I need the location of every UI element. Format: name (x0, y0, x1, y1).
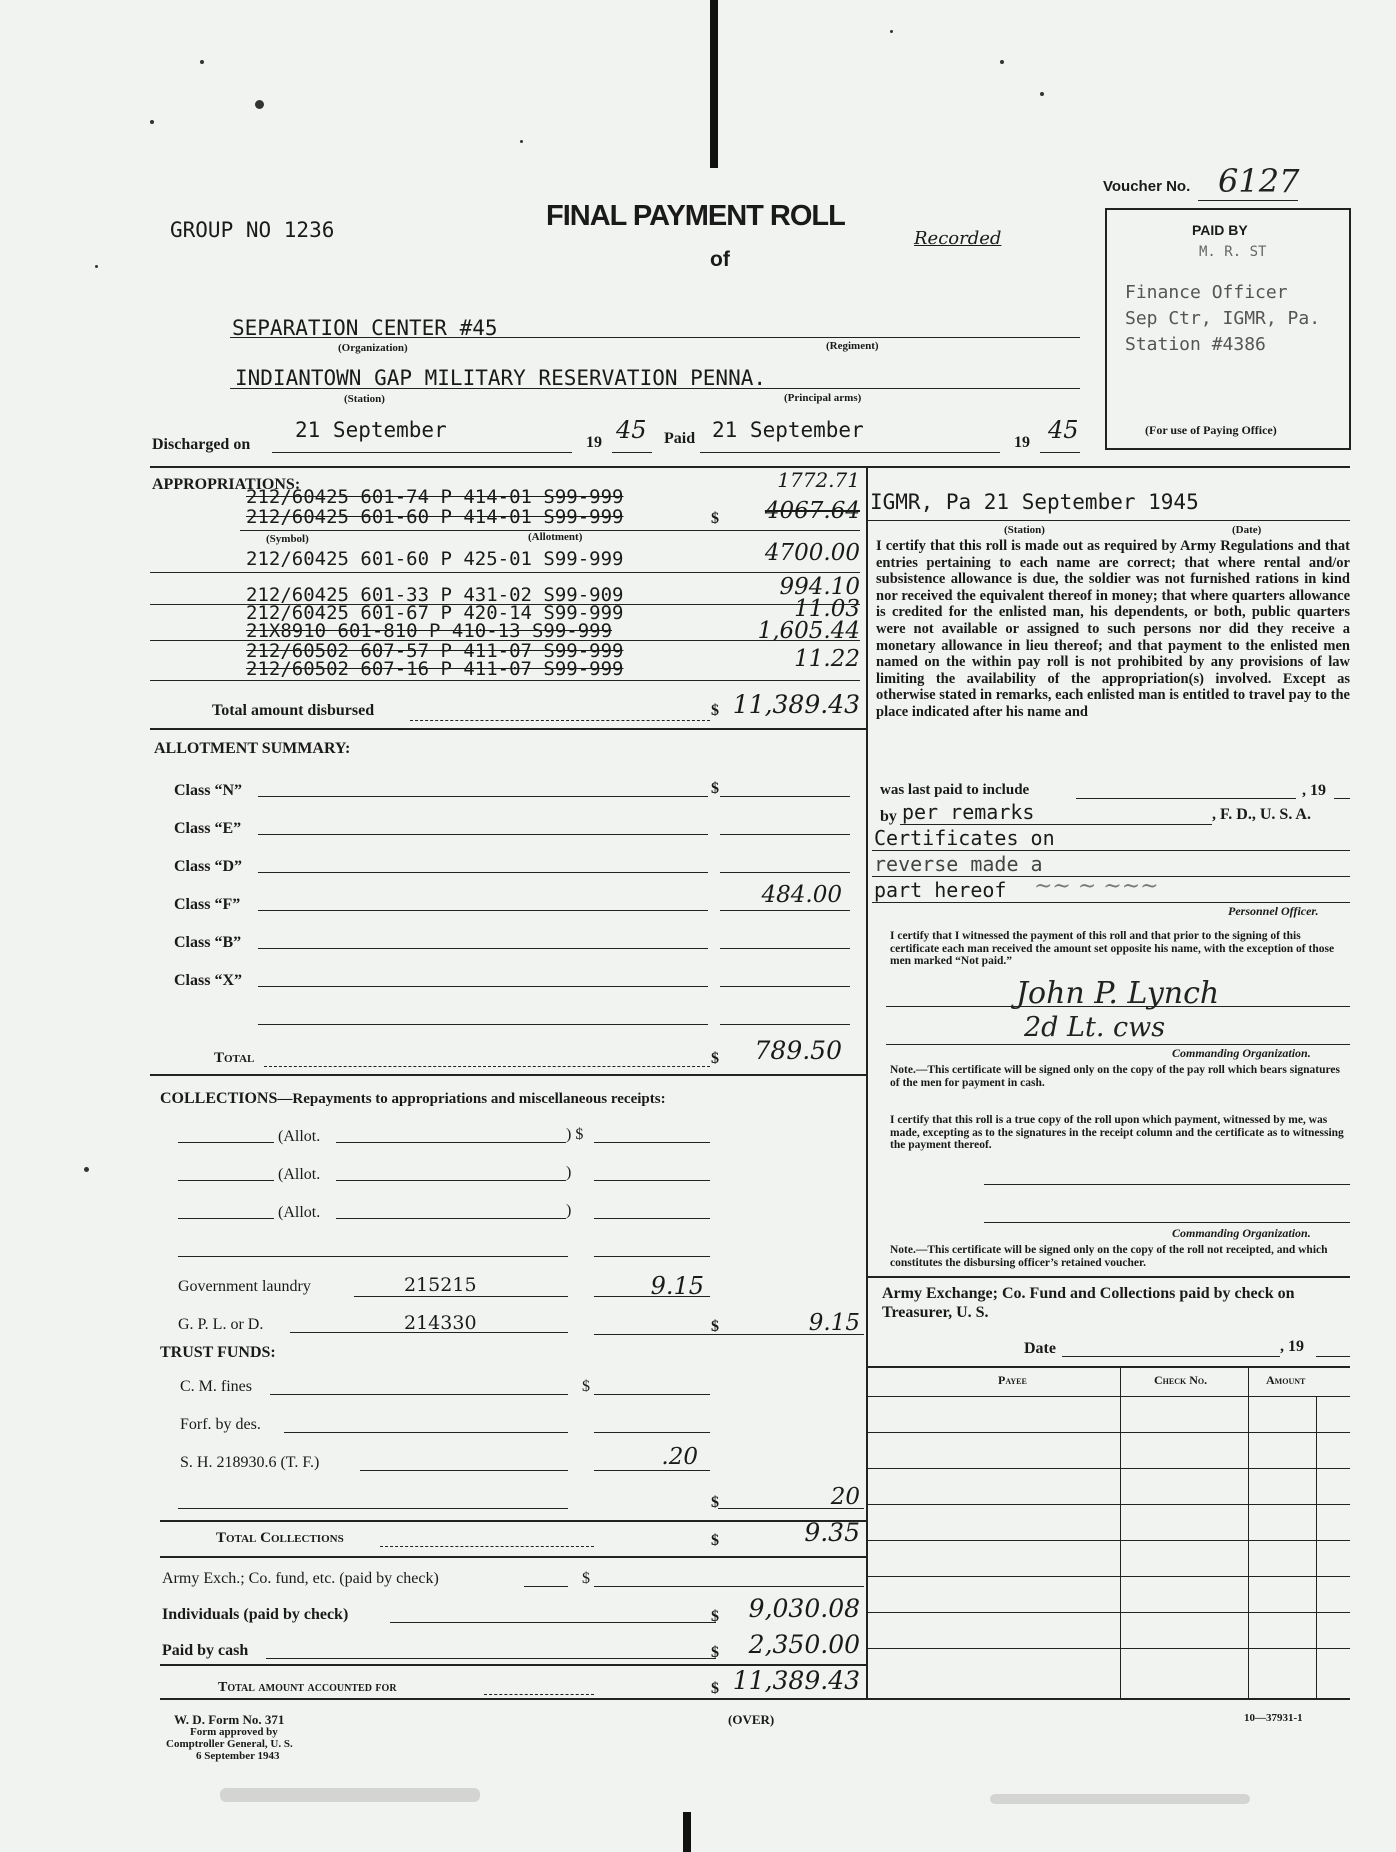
paid-by-line4: Station #4386 (1125, 334, 1266, 355)
remark-line-1: Certificates on (874, 826, 1055, 850)
regiment-caption: (Regiment) (826, 340, 879, 352)
gpl-code: 214330 (404, 1312, 477, 1334)
scan-smudge (220, 1788, 480, 1802)
paying-office-caption: (For use of Paying Office) (1145, 423, 1277, 437)
class-e-label: Class “E” (174, 820, 242, 837)
paid-by-line1: M. R. ST (1199, 244, 1267, 260)
station-value: INDIANTOWN GAP MILITARY RESERVATION PENNA. (235, 366, 767, 390)
over-label: (OVER) (728, 1712, 775, 1727)
gpl-amount: 9.15 (808, 1310, 860, 1336)
allotment-summary-heading: ALLOTMENT SUMMARY: (154, 740, 351, 757)
paid-label: Paid (664, 430, 696, 447)
discharged-year-prefix: 19 (586, 434, 602, 451)
total-disbursed-amount: 11,389.43 (732, 690, 860, 719)
commanding-caption-1: Commanding Organization. (1172, 1046, 1311, 1060)
note-cash: Note.—This certificate will be signed only on the copy of the pay roll which bears signatures of the men for payment in cash. (890, 1064, 1340, 1089)
appropriation-code-8: 212/60502 607-16 P 411-07 S99-999 (246, 658, 624, 680)
appropriation-amount-4: 994.10 (779, 574, 860, 600)
allotment-caption: (Allotment) (528, 531, 583, 543)
exchange-date-label: Date (1024, 1340, 1056, 1357)
paid-by-cash-label: Paid by cash (162, 1642, 249, 1659)
form-approved-line1: Form approved by (190, 1726, 278, 1738)
paid-year-prefix: 19 (1014, 434, 1030, 451)
note-retained: Note.—This certificate will be signed only on the copy of the roll not receipted, and which constitutes the disbursing officer’s retained voucher. (890, 1244, 1328, 1269)
appropriation-amount-6: 1,605.44 (757, 618, 860, 644)
individuals-amount: 9,030.08 (748, 1594, 860, 1623)
trust-funds-heading: TRUST FUNDS: (160, 1344, 276, 1361)
column-divider (866, 466, 868, 1698)
trust-subtotal: 20 (830, 1484, 860, 1510)
allotment-total-label: Total (214, 1050, 255, 1066)
discharged-year: 45 (616, 416, 647, 444)
appropriation-code-5: 212/60425 601-67 P 420-14 S99-999 (246, 602, 624, 624)
by-label: by (880, 808, 897, 825)
fd-usa-label: , F. D., U. S. A. (1212, 806, 1311, 823)
appropriation-amount-5: 11.03 (794, 596, 860, 622)
class-f-label: Class “F” (174, 896, 241, 913)
government-laundry-code: 215215 (404, 1274, 477, 1296)
exchange-year-prefix: , 19 (1280, 1338, 1304, 1355)
appropriation-code-4: 212/60425 601-33 P 431-02 S99-909 (246, 584, 624, 606)
appropriation-code-3: 212/60425 601-60 P 425-01 S99-999 (246, 548, 624, 570)
column-payee: Payee (998, 1373, 1027, 1387)
binding-mark-top (710, 0, 718, 168)
appropriation-amount-2: 4067.64 (764, 498, 860, 524)
individuals-label: Individuals (paid by check) (162, 1606, 349, 1623)
symbol-caption: (Symbol) (266, 533, 309, 545)
form-approved-line3: 6 September 1943 (196, 1750, 280, 1762)
cm-fines-label: C. M. fines (180, 1378, 252, 1395)
witness-signature: John P. Lynch (1016, 976, 1220, 1011)
witness-certificate: I certify that I witnessed the payment of this roll and that prior to the signing of this certificate each man received the amount set opposite his name, with the exception of those men marked “Not paid.” (890, 930, 1335, 967)
appropriation-code-2: 212/60425 601-60 P 414-01 S99-999 (246, 506, 624, 528)
allotment-total-amount: 789.50 (754, 1036, 842, 1065)
certificate-date-caption: (Date) (1232, 524, 1262, 536)
form-title: FINAL PAYMENT ROLL (546, 200, 845, 232)
appropriation-amount-1: 1772.71 (777, 468, 860, 492)
scan-smudge (990, 1794, 1250, 1804)
total-accounted-amount: 11,389.43 (732, 1666, 860, 1695)
paid-by-line2: Finance Officer (1125, 282, 1288, 303)
paid-by-stamp (1105, 208, 1351, 450)
appropriation-amount-3: 4700.00 (764, 540, 860, 566)
appropriation-code-7: 212/60502 607-57 P 411-07 S99-999 (246, 640, 624, 662)
organization-value: SEPARATION CENTER #45 (232, 316, 498, 340)
allot-label-3: (Allot. (278, 1204, 321, 1221)
group-number: GROUP NO 1236 (170, 218, 335, 242)
binding-mark-bottom (683, 1812, 691, 1852)
commanding-caption-2: Commanding Organization. (1172, 1226, 1311, 1240)
last-paid-label: was last paid to include (880, 782, 1030, 798)
voucher-number: 6127 (1218, 162, 1300, 200)
appropriation-code-6: 21X8910 601-810 P 410-13 S99-999 (246, 620, 613, 642)
sh-tf-label: S. H. 218930.6 (T. F.) (180, 1454, 320, 1471)
form-number: W. D. Form No. 371 (174, 1712, 285, 1727)
discharged-label: Discharged on (152, 436, 251, 453)
paid-year: 45 (1048, 416, 1079, 444)
personnel-officer-caption: Personnel Officer. (1228, 904, 1319, 918)
total-accounted-label: Total amount accounted for (218, 1680, 397, 1695)
total-disbursed-label: Total amount disbursed (212, 702, 375, 719)
appropriations-heading: APPROPRIATIONS: (152, 476, 301, 493)
recorded-stamp: Recorded (914, 228, 1002, 249)
principal-arms-caption: (Principal arms) (784, 392, 862, 404)
organization-caption: (Organization) (338, 342, 408, 354)
government-laundry-label: Government laundry (178, 1278, 311, 1295)
paid-date: 21 September (712, 418, 864, 442)
remark-line-2: reverse made a (874, 852, 1043, 876)
army-exch-label: Army Exch.; Co. fund, etc. (paid by check) (162, 1570, 439, 1587)
collections-heading: COLLECTIONS—Repayments to appropriations and miscellaneous receipts: (160, 1090, 666, 1107)
certificate-text: I certify that this roll is made out as required by Army Regulations and that entries pertaining to each name are correct; that where rental and/or subsistence allowance is due, the soldier was not furnished rations in kind nor received the equivalent thereof in money; that where quarters allowance is credited for the enlisted man, his dependents, or both, public quarters were not available or assigned to such persons nor did they receive a monetary allowance in lieu thereof; and that payment to the enlisted men named on the within pay roll is not prohibited by any provisions of law limiting the availability of the appropriation(s) involved. Except as otherwise stated in remarks, each enlisted man is entitled to travel pay to the place indicated after his name and (876, 538, 1350, 720)
paid-by-cash-amount: 2,350.00 (748, 1630, 860, 1659)
total-collections-amount: 9.35 (804, 1518, 860, 1547)
form-title-of: of (710, 248, 730, 271)
class-x-label: Class “X” (174, 972, 243, 989)
sh-tf-amount: .20 (661, 1444, 698, 1470)
voucher-label: Voucher No. (1103, 178, 1191, 195)
form-approved-line2: Comptroller General, U. S. (166, 1738, 293, 1750)
certificate-station-caption: (Station) (1004, 524, 1045, 536)
true-copy-certificate: I certify that this roll is a true copy of the roll upon which payment, witnessed by me, was made, excepting as to the signatures in the receipt column and the certificate as to witnessing the payment thereof. (890, 1114, 1344, 1151)
total-collections-label: Total Collections (216, 1530, 344, 1546)
army-exchange-text: Army Exchange; Co. Fund and Collections paid by check on Treasurer, U. S. (882, 1285, 1295, 1321)
witness-rank: 2d Lt. cws (1024, 1012, 1166, 1043)
column-amount: Amount (1266, 1373, 1306, 1387)
class-n-label: Class “N” (174, 782, 243, 799)
allot-label-2: (Allot. (278, 1166, 321, 1183)
forf-by-des-label: Forf. by des. (180, 1416, 261, 1433)
by-value: per remarks (902, 800, 1035, 824)
appropriation-code-1: 212/60425 601-74 P 414-01 S99-999 (246, 486, 624, 508)
personnel-signature-mark: ~~ ~ ~~~ (1034, 874, 1159, 899)
certificate-station: IGMR, Pa 21 September 1945 (870, 490, 1199, 514)
class-b-label: Class “B” (174, 934, 242, 951)
remark-line-3: part hereof (874, 878, 1007, 902)
paid-by-title: PAID BY (1192, 222, 1248, 238)
column-check-no: Check No. (1154, 1373, 1208, 1387)
government-laundry-amount: 9.15 (650, 1272, 704, 1300)
station-caption: (Station) (344, 393, 385, 405)
paid-by-line3: Sep Ctr, IGMR, Pa. (1125, 308, 1321, 329)
allot-label-1: (Allot. (278, 1128, 321, 1145)
class-f-amount: 484.00 (761, 882, 842, 908)
appropriation-amount-7: 11.22 (794, 646, 860, 672)
payment-roll-page: Voucher No. 6127 GROUP NO 1236 FINAL PAYMENT ROLL of Recorded PAID BY M. R. ST Finance Officer Sep Ctr, IGMR, Pa. Station #4386 (For use of Paying Office) SEPARATION CENTER #45 (Organization) (Regiment) INDIANTOWN GAP MILITARY RESERVATION PENNA. (Station) (Principal arms) Discharged on 21 September 19 45 Paid 21 September 19 45 APPROPRIATIONS: 212/60425 601-74 P 414-01 S99-999 1772.71 212/60425 601-60 P 414-01 S99-999 $ 4067.64 (Symbol) (Allotment) 212/60425 601-60 P 425-01 S99-999 4700.00 212/60425 601-33 P 431-02 S99-909 994.10 212/60425 601-67 P 420-14 S99-999 11.03 21X8910 601-810 P 410-13 S99-999 1,605.44 212/60502 607-57 P 411-07 S99-999 11.22 212/60502 607-16 P 411-07 S99-999 Total amount disbursed $ 11,389.43 ALLOTMENT SUMMARY: Class “N” $ Class “E” Class “D” Class “F” 484.00 Class “B” Class “X” Total $ 789.50 COLLECTIONS—Repayments to appropriations and miscellaneous receipts: (Allot. ) $ (Allot. ) (Allot. ) Government laundry 215215 9.15 G. P. L. or D. 214330 $ 9.15 TRUST FUNDS: C. M. fines $ Forf. by des. S. H. 218930.6 (T. F.) .20 $ 20 Total Collections $ 9.35 Army Exch.; Co. fund, etc. (paid by check) $ Individuals (paid by check) $ 9,030.08 Paid by cash $ 2,350.00 Total amount accounted for $ 11,389.43 IGMR, Pa 21 September 1945 (Station) (Date) I certify that this roll is made out as required by Army Regulations and that entries pertaining to each name are correct; that where rental and/or subsistence allowance is due, the soldier was not furnished rations in kind nor received the equivalent thereof in money; that where quarters allowance is credited for the enlisted man, his dependents, or both, public quarters were not available or assigned to such persons nor did they receive a monetary allowance in lieu thereof; and that payment to the enlisted men named on the within pay roll is not prohibited by any provisions of law limiting the availability of the appropriation(s) involved. Except as otherwise stated in remarks, each enlisted man is entitled to travel pay to the place indicated after his name and was last paid to include , 19 by per remarks , F. D., U. S. A. Certificates on reverse made a part hereof ~~ ~ ~~~ Personnel Officer. I certify that I witnessed the payment of this roll and that prior to the signing of this certificate each man received the amount set opposite his name, with the exception of those men marked “Not paid.” John P. Lynch 2d Lt. cws Commanding Organization. Note.—This certificate will be signed only on the copy of the pay roll which bears signatures of the men for payment in cash. I certify that this roll is a true copy of the roll upon which payment, witnessed by me, was made, excepting as to the signatures in the receipt column and the certificate as to witnessing the payment thereof. Commanding Organization. Note.—This certificate will be signed only on the copy of the roll not receipted, and which constitutes the disbursing officer’s retained voucher. Army Exchange; Co. Fund and Collections paid by check on Treasurer, U. S. Date , 19 Payee Check No. Amount W. D. Form No. 371 Form approved by Comptroller General, U. S. 6 September 1943 (OVER) 10—37931-1 (0, 0, 1396, 1852)
gpl-label: G. P. L. or D. (178, 1316, 264, 1333)
class-d-label: Class “D” (174, 858, 243, 875)
form-print-code: 10—37931-1 (1244, 1712, 1303, 1724)
discharged-date: 21 September (295, 418, 447, 442)
